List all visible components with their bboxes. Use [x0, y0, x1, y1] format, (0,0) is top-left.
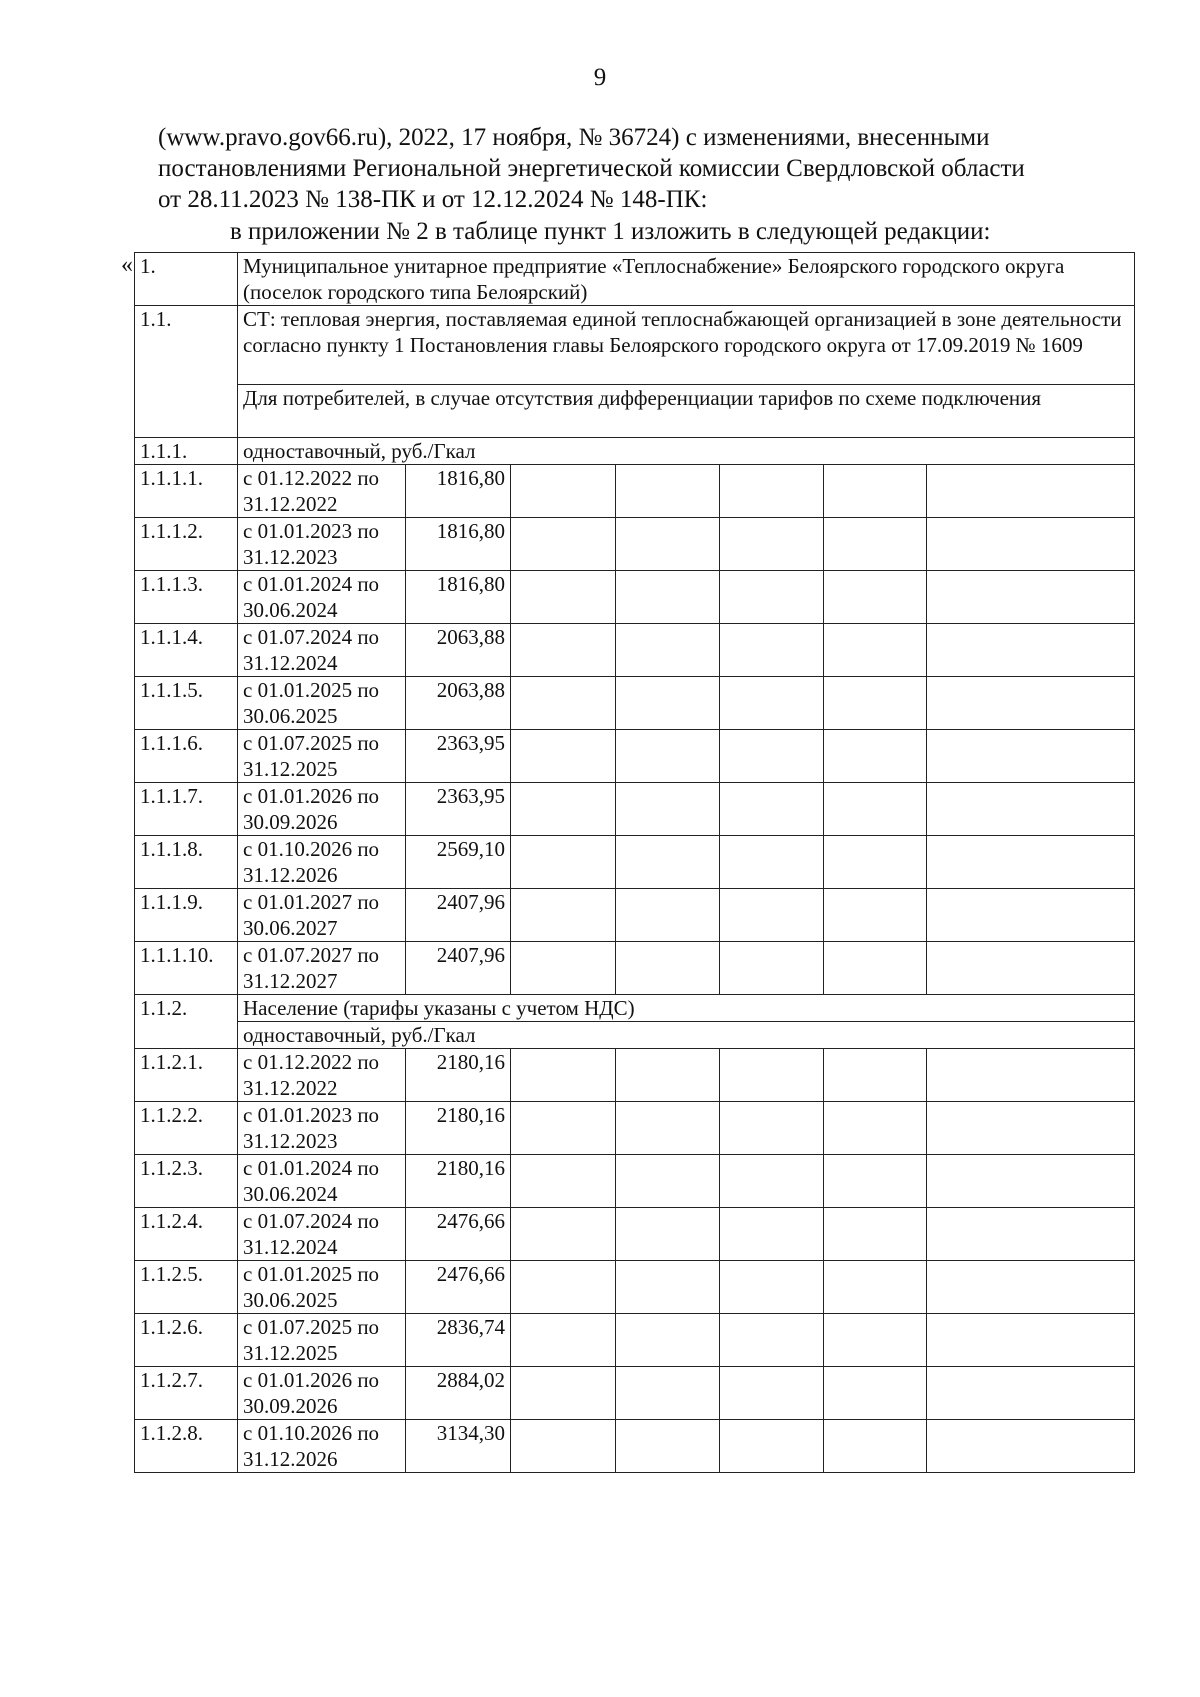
table-row-1 [135, 253, 1135, 306]
period-cell: с 01.12.2022 по 31.12.2022 [238, 465, 406, 518]
empty-cell [511, 677, 616, 730]
period-cell: с 01.07.2025 по 31.12.2025 [238, 730, 406, 783]
empty-cell [720, 518, 824, 571]
period-cell: с 01.01.2026 по 30.09.2026 [238, 1367, 406, 1420]
empty-cell [927, 1261, 1135, 1314]
period-cell: с 01.07.2024 по 31.12.2024 [238, 1208, 406, 1261]
intro-line: от 28.11.2023 № 138-ПК и от 12.12.2024 № 148-ПК: [158, 186, 708, 213]
tariff-value: 2363,95 [406, 730, 511, 783]
row-number: 1.1.2. [135, 995, 238, 1049]
empty-cell [511, 889, 616, 942]
empty-cell [616, 1155, 720, 1208]
empty-cell [927, 783, 1135, 836]
tariff-value: 2836,74 [406, 1314, 511, 1367]
empty-cell [927, 624, 1135, 677]
intro-line: (www.pravo.gov66.ru), 2022, 17 ноября, № 36724) с изменениями, внесенными [158, 124, 990, 151]
empty-cell [824, 1367, 927, 1420]
empty-cell [616, 1420, 720, 1473]
empty-cell [616, 1261, 720, 1314]
empty-cell [720, 1208, 824, 1261]
empty-cell [511, 942, 616, 995]
empty-cell [824, 783, 927, 836]
empty-cell [824, 1155, 927, 1208]
empty-cell [824, 1102, 927, 1155]
empty-cell [824, 889, 927, 942]
row-number: 1.1.2.8. [135, 1420, 238, 1473]
tariff-value: 3134,30 [406, 1420, 511, 1473]
empty-cell [927, 518, 1135, 571]
row-number: 1.1.2.2. [135, 1102, 238, 1155]
row-number: 1.1.1.6. [135, 730, 238, 783]
row-number: 1.1.1.9. [135, 889, 238, 942]
tariff-value: 1816,80 [406, 518, 511, 571]
empty-cell [511, 1314, 616, 1367]
empty-cell [616, 889, 720, 942]
table-row [135, 518, 1135, 571]
period-cell: с 01.07.2027 по 31.12.2027 [238, 942, 406, 995]
tariff-type: одноставочный, руб./Гкал [238, 438, 1135, 465]
table-row-1-1-2-sub [135, 1022, 1135, 1049]
empty-cell [824, 1049, 927, 1102]
empty-cell [511, 1261, 616, 1314]
empty-cell [511, 1367, 616, 1420]
period-cell: с 01.01.2025 по 30.06.2025 [238, 1261, 406, 1314]
table-row [135, 571, 1135, 624]
empty-cell [616, 465, 720, 518]
empty-cell [616, 518, 720, 571]
intro-paragraph [158, 122, 1170, 215]
empty-cell [927, 1155, 1135, 1208]
row-number: 1.1. [135, 306, 238, 438]
table-row [135, 730, 1135, 783]
empty-cell [511, 1049, 616, 1102]
empty-cell [616, 1049, 720, 1102]
row-number: 1. [135, 253, 238, 306]
empty-cell [927, 942, 1135, 995]
row-number: 1.1.1.3. [135, 571, 238, 624]
empty-cell [511, 1102, 616, 1155]
empty-cell [616, 1102, 720, 1155]
row-number: 1.1.2.5. [135, 1261, 238, 1314]
row-number: 1.1.2.3. [135, 1155, 238, 1208]
empty-cell [720, 1367, 824, 1420]
empty-cell [927, 889, 1135, 942]
empty-cell [616, 624, 720, 677]
table-row [135, 1420, 1135, 1473]
empty-cell [511, 783, 616, 836]
empty-cell [824, 836, 927, 889]
row-number: 1.1.2.6. [135, 1314, 238, 1367]
empty-cell [824, 465, 927, 518]
empty-cell [824, 942, 927, 995]
opening-quote-mark: « [121, 252, 133, 278]
empty-cell [511, 624, 616, 677]
table-row-1-1 [135, 306, 1135, 385]
tariff-value: 2884,02 [406, 1367, 511, 1420]
table-row-1-1-1 [135, 438, 1135, 465]
empty-cell [720, 677, 824, 730]
table-row [135, 1208, 1135, 1261]
tariff-value: 2407,96 [406, 889, 511, 942]
tariff-value: 2476,66 [406, 1261, 511, 1314]
period-cell: с 01.01.2023 по 31.12.2023 [238, 1102, 406, 1155]
tariff-value: 2063,88 [406, 624, 511, 677]
row-number: 1.1.1.7. [135, 783, 238, 836]
tariff-value: 2180,16 [406, 1049, 511, 1102]
page-number: 9 [593, 64, 607, 91]
tariff-value: 2063,88 [406, 677, 511, 730]
tariff-type: одноставочный, руб./Гкал [238, 1022, 1135, 1049]
table-row [135, 1049, 1135, 1102]
table-row [135, 783, 1135, 836]
table-row [135, 889, 1135, 942]
period-cell: с 01.07.2025 по 31.12.2025 [238, 1314, 406, 1367]
tariff-value: 2180,16 [406, 1155, 511, 1208]
period-cell: с 01.01.2023 по 31.12.2023 [238, 518, 406, 571]
table-row-1-1-sub [135, 385, 1135, 438]
table-row [135, 1314, 1135, 1367]
empty-cell [720, 1261, 824, 1314]
empty-cell [720, 1420, 824, 1473]
row-number: 1.1.1.8. [135, 836, 238, 889]
empty-cell [927, 730, 1135, 783]
empty-cell [927, 571, 1135, 624]
empty-cell [824, 1261, 927, 1314]
empty-cell [824, 1314, 927, 1367]
empty-cell [616, 677, 720, 730]
empty-cell [720, 1049, 824, 1102]
period-cell: с 01.10.2026 по 31.12.2026 [238, 1420, 406, 1473]
period-cell: с 01.01.2024 по 30.06.2024 [238, 1155, 406, 1208]
row-number: 1.1.2.7. [135, 1367, 238, 1420]
empty-cell [927, 1208, 1135, 1261]
table-row [135, 1102, 1135, 1155]
table-row [135, 1155, 1135, 1208]
empty-cell [927, 1049, 1135, 1102]
empty-cell [720, 1102, 824, 1155]
empty-cell [720, 889, 824, 942]
tariff-value: 2476,66 [406, 1208, 511, 1261]
tariff-value: 2363,95 [406, 783, 511, 836]
empty-cell [511, 1155, 616, 1208]
empty-cell [824, 1420, 927, 1473]
row-number: 1.1.1.1. [135, 465, 238, 518]
empty-cell [616, 571, 720, 624]
period-cell: с 01.01.2024 по 30.06.2024 [238, 571, 406, 624]
row-number: 1.1.2.4. [135, 1208, 238, 1261]
empty-cell [616, 1367, 720, 1420]
empty-cell [511, 836, 616, 889]
table-row [135, 1261, 1135, 1314]
table-row [135, 465, 1135, 518]
empty-cell [720, 465, 824, 518]
empty-cell [616, 1314, 720, 1367]
empty-cell [720, 1155, 824, 1208]
period-cell: с 01.07.2024 по 31.12.2024 [238, 624, 406, 677]
empty-cell [720, 624, 824, 677]
empty-cell [616, 836, 720, 889]
row-number: 1.1.1.2. [135, 518, 238, 571]
empty-cell [720, 836, 824, 889]
row-number: 1.1.1.4. [135, 624, 238, 677]
period-cell: с 01.01.2027 по 30.06.2027 [238, 889, 406, 942]
empty-cell [927, 677, 1135, 730]
tariff-value: 1816,80 [406, 465, 511, 518]
empty-cell [720, 783, 824, 836]
empty-cell [511, 571, 616, 624]
period-cell: с 01.01.2026 по 30.09.2026 [238, 783, 406, 836]
tariff-value: 2407,96 [406, 942, 511, 995]
tariff-value: 2180,16 [406, 1102, 511, 1155]
empty-cell [927, 465, 1135, 518]
tariff-value: 1816,80 [406, 571, 511, 624]
table-row [135, 677, 1135, 730]
empty-cell [720, 942, 824, 995]
empty-cell [927, 1367, 1135, 1420]
empty-cell [824, 677, 927, 730]
period-cell: с 01.10.2026 по 31.12.2026 [238, 836, 406, 889]
row-number: 1.1.2.1. [135, 1049, 238, 1102]
tariff-category: СТ: тепловая энергия, поставляемая единой теплоснабжающей организацией в зоне деятельности согласно пункту 1 Постановления главы Белоярского городского округа от 17.09.2019 № 1609 [238, 306, 1135, 385]
empty-cell [511, 518, 616, 571]
empty-cell [927, 1420, 1135, 1473]
empty-cell [511, 730, 616, 783]
table-row [135, 836, 1135, 889]
period-cell: с 01.12.2022 по 31.12.2022 [238, 1049, 406, 1102]
table-row [135, 624, 1135, 677]
organization-name: Муниципальное унитарное предприятие «Теплоснабжение» Белоярского городского округа (поселок городского типа Белоярский) [238, 253, 1135, 306]
tariff-table [134, 252, 1135, 1473]
instruction-line: в приложении № 2 в таблице пункт 1 изложить в следующей редакции: [230, 218, 991, 245]
tariff-value: 2569,10 [406, 836, 511, 889]
row-number: 1.1.1. [135, 438, 238, 465]
empty-cell [511, 1420, 616, 1473]
empty-cell [824, 571, 927, 624]
row-number: 1.1.1.5. [135, 677, 238, 730]
empty-cell [511, 1208, 616, 1261]
empty-cell [720, 1314, 824, 1367]
row-number: 1.1.1.10. [135, 942, 238, 995]
empty-cell [616, 783, 720, 836]
consumer-group: Для потребителей, в случае отсутствия дифференциации тарифов по схеме подключения [238, 385, 1135, 438]
empty-cell [616, 942, 720, 995]
empty-cell [824, 624, 927, 677]
empty-cell [824, 518, 927, 571]
table-row [135, 942, 1135, 995]
empty-cell [616, 730, 720, 783]
empty-cell [927, 1314, 1135, 1367]
consumer-group: Население (тарифы указаны с учетом НДС) [238, 995, 1135, 1022]
table-row [135, 1367, 1135, 1420]
empty-cell [720, 730, 824, 783]
intro-line: постановлениями Региональной энергетической комиссии Свердловской области [158, 155, 1025, 182]
empty-cell [511, 465, 616, 518]
empty-cell [824, 1208, 927, 1261]
table-row-1-1-2 [135, 995, 1135, 1022]
empty-cell [927, 1102, 1135, 1155]
period-cell: с 01.01.2025 по 30.06.2025 [238, 677, 406, 730]
empty-cell [720, 571, 824, 624]
empty-cell [927, 836, 1135, 889]
empty-cell [616, 1208, 720, 1261]
empty-cell [824, 730, 927, 783]
